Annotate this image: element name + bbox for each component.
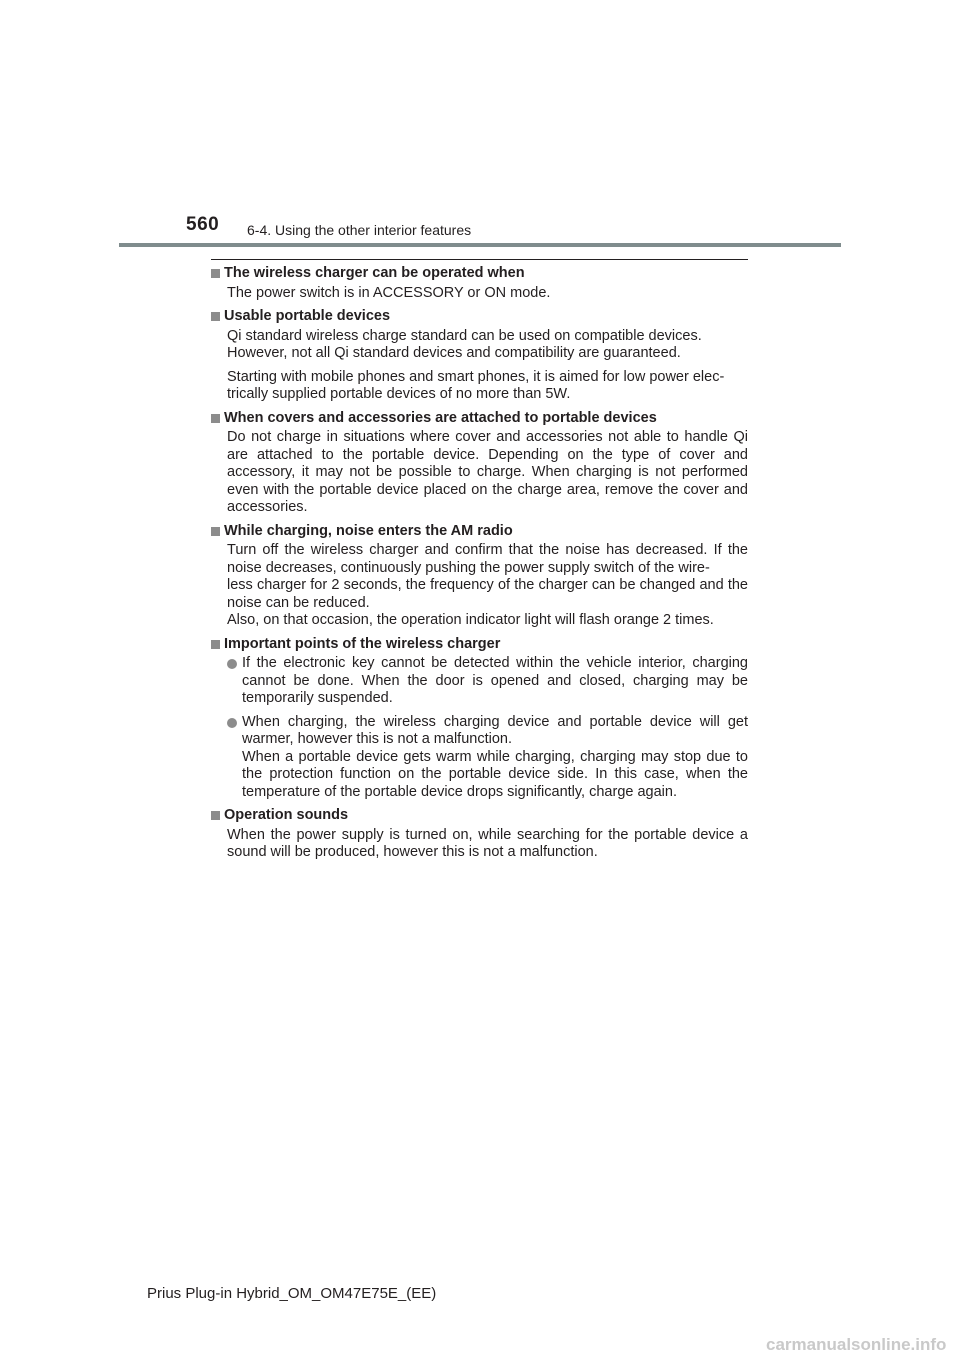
- section-heading-text: Operation sounds: [224, 807, 349, 823]
- content-divider: [211, 259, 748, 260]
- section-operation-conditions: [211, 265, 748, 302]
- square-bullet-icon: [211, 414, 220, 423]
- header-divider: [119, 243, 841, 247]
- section-paragraph: The power switch is in ACCESSORY or ON mode.: [227, 284, 551, 301]
- square-bullet-icon: [211, 269, 220, 278]
- section-heading: [211, 523, 748, 541]
- section-important-points: [211, 636, 748, 802]
- section-am-radio-noise: [211, 523, 748, 630]
- section-paragraph: Turn off the wireless charger and confirm that the noise has decreased. If the noise decreases, continuously pushing the power supply switch of the wire- less charger for 2 seconds, the frequency of the charger can be changed and the noise can be reduced. Also, on that occasion, the operation indicator light will flash orange 2 times.: [227, 542, 748, 628]
- section-heading: [211, 807, 748, 825]
- round-bullet-icon: [227, 659, 237, 669]
- page-number: 560: [186, 214, 220, 235]
- square-bullet-icon: [211, 527, 220, 536]
- list-item-text: When charging, the wireless charging device and portable device will get warmer, however this is not a malfunction. When a portable device gets warm while charging, charging may stop due to the protection function on the portable device side. In this case, when the temperature of the portable device drops significantly, charge again.: [242, 713, 748, 800]
- section-operation-sounds: [211, 807, 748, 862]
- round-bullet-icon: [227, 718, 237, 728]
- section-heading: [211, 410, 748, 428]
- square-bullet-icon: [211, 640, 220, 649]
- section-heading: [211, 308, 748, 326]
- watermark-text: carmanualsonline.info: [766, 1335, 947, 1354]
- square-bullet-icon: [211, 811, 220, 820]
- section-usable-devices: [211, 308, 748, 404]
- section-title: 6-4. Using the other interior features: [247, 222, 472, 238]
- section-paragraph: Starting with mobile phones and smart phones, it is aimed for low power elec- trically supplied portable devices of no more than 5W.: [227, 368, 725, 402]
- content-body: [211, 265, 748, 868]
- section-covers-accessories: [211, 410, 748, 517]
- list-item: [227, 714, 748, 802]
- section-heading-text: When covers and accessories are attached to portable devices: [224, 409, 657, 426]
- square-bullet-icon: [211, 312, 220, 321]
- section-heading-text: Important points of the wireless charger: [224, 635, 501, 652]
- section-heading: [211, 636, 748, 654]
- document-id: Prius Plug-in Hybrid_OM_OM47E75E_(EE): [147, 1285, 437, 1302]
- section-paragraph: Qi standard wireless charge standard can be used on compatible devices. However, not all Qi standard devices and compatibility are guaranteed.: [227, 327, 702, 361]
- list-item: [227, 655, 748, 708]
- section-heading: [211, 265, 748, 283]
- section-heading-text: While charging, noise enters the AM radio: [224, 522, 513, 539]
- section-heading-text: The wireless charger can be operated when: [224, 265, 525, 281]
- section-heading-text: Usable portable devices: [224, 308, 391, 324]
- list-item-text: If the electronic key cannot be detected within the vehicle interior, charging cannot be done. When the door is opened and closed, charging may be temporarily suspended.: [242, 655, 748, 706]
- section-paragraph: When the power supply is turned on, while searching for the portable device a sound will be produced, however this is not a malfunction.: [227, 826, 748, 860]
- section-paragraph: Do not charge in situations where cover and accessories not able to handle Qi are attached to the portable device. Depending on the type of cover and accessory, it may not be possible to charge. When charging is not performed even with the portable device placed on the charge area, remove the cover and accessories.: [227, 429, 748, 515]
